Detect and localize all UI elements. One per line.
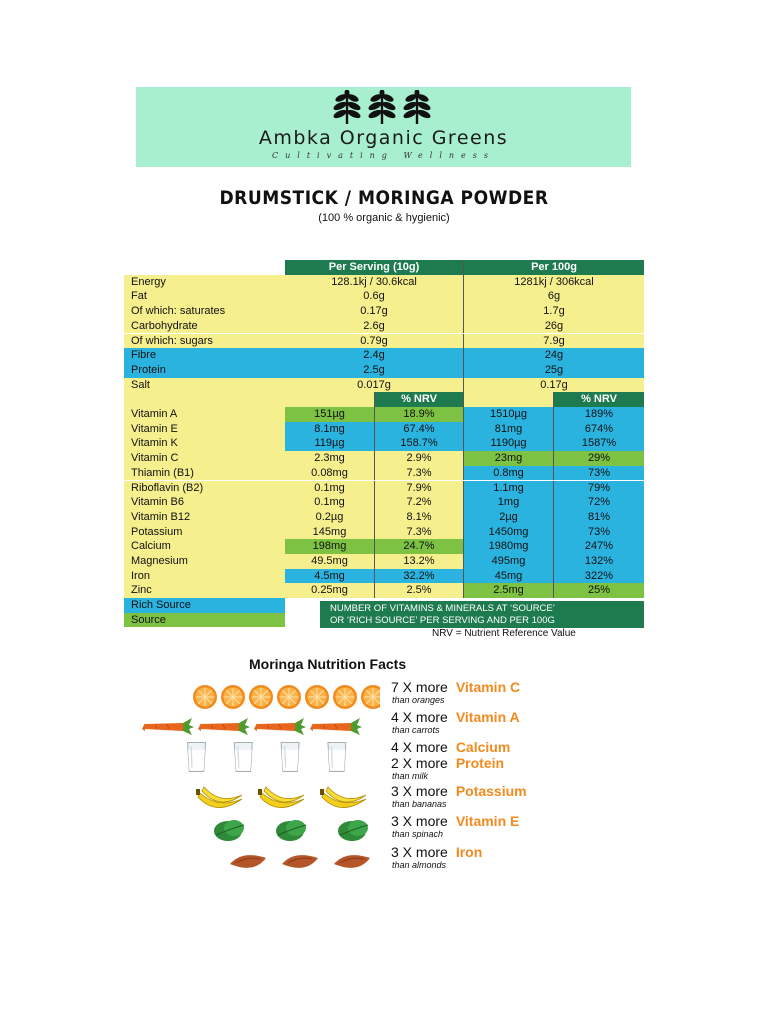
source-note (320, 601, 644, 628)
orange-slice-icon (249, 685, 273, 709)
per-100g-value: 1281kj / 306kcal (464, 275, 644, 290)
carrot-icon (142, 718, 194, 735)
serving-nrv: 32.2% (375, 569, 464, 584)
table-row (124, 363, 644, 378)
row-label: Vitamin K (124, 436, 285, 451)
per-serving-value: 128.1kj / 30.6kcal (285, 275, 464, 290)
fact-multiplier: 7 X more (391, 679, 448, 695)
serving-amount: 119µg (285, 436, 375, 451)
table-row (124, 378, 644, 393)
row-label: Vitamin C (124, 451, 285, 466)
nrv-header-100g: % NRV (554, 392, 644, 407)
table-header-row (124, 260, 644, 275)
fact-text (391, 813, 651, 839)
row-label: Calcium (124, 539, 285, 554)
spinach-icon (276, 820, 306, 841)
legend-rich-source: Rich Source (124, 598, 285, 613)
per-100g-amount: 495mg (464, 554, 554, 569)
orange-slice-icon (277, 685, 301, 709)
per-100g-amount: 1mg (464, 495, 554, 510)
nrv-header-row (124, 392, 644, 407)
table-row (124, 481, 644, 496)
nrv-header-blank (464, 392, 554, 407)
plant-logo-icon (327, 90, 437, 126)
serving-nrv: 13.2% (375, 554, 464, 569)
row-label: Energy (124, 275, 285, 290)
per-serving-value: 0.17g (285, 304, 464, 319)
per-100g-amount: 1450mg (464, 525, 554, 540)
fact-nutrient: Potassium (455, 783, 527, 799)
serving-amount: 145mg (285, 525, 375, 540)
milk-glass-icon (281, 743, 299, 772)
row-label: Potassium (124, 525, 285, 540)
serving-amount: 198mg (285, 539, 375, 554)
fact-row (130, 739, 650, 779)
nrv-header-blank (124, 392, 285, 407)
per-100g-amount: 81mg (464, 422, 554, 437)
row-label: Vitamin B12 (124, 510, 285, 525)
facts-title: Moringa Nutrition Facts (249, 656, 407, 672)
serving-amount: 0.08mg (285, 466, 375, 481)
spinach-icon (338, 820, 368, 841)
table-row (124, 436, 644, 451)
per-100g-nrv: 322% (554, 569, 644, 584)
source-note-line-2: OR ‘RICH SOURCE’ PER SERVING AND PER 100G (330, 615, 555, 626)
orange-slice-icon (221, 685, 245, 709)
per-100g-value: 25g (464, 363, 644, 378)
fact-text (391, 679, 651, 705)
per-100g-nrv: 29% (554, 451, 644, 466)
per-100g-nrv: 73% (554, 466, 644, 481)
per-100g-value: 7.9g (464, 334, 644, 349)
per-serving-value: 0.017g (285, 378, 464, 393)
serving-nrv: 7.3% (375, 466, 464, 481)
fact-comparison: than almonds (392, 860, 447, 870)
per-100g-nrv: 1587% (554, 436, 644, 451)
orange-slice-icon (333, 685, 357, 709)
fact-row (130, 783, 650, 809)
per-100g-nrv: 247% (554, 539, 644, 554)
orange-slice-icon (305, 685, 329, 709)
fact-line (391, 739, 651, 755)
milk-glass-icon (234, 743, 252, 772)
brand-tagline: Cultivating Wellness (271, 151, 495, 160)
table-row (124, 569, 644, 584)
spinach-icon (214, 820, 244, 841)
per-100g-amount: 2.5mg (464, 583, 554, 598)
serving-nrv: 8.1% (375, 510, 464, 525)
per-100g-nrv: 189% (554, 407, 644, 422)
table-row (124, 348, 644, 363)
serving-nrv: 158.7% (375, 436, 464, 451)
fact-text (391, 709, 651, 735)
fact-line (391, 783, 651, 799)
table-row (124, 334, 644, 349)
per-100g-nrv: 25% (554, 583, 644, 598)
fact-text (391, 783, 651, 809)
source-note-line-1: NUMBER OF VITAMINS & MINERALS AT ‘SOURCE’ (330, 603, 555, 614)
milk-glass-icon (188, 743, 206, 772)
banana-icon (196, 787, 242, 808)
fact-comparison: than oranges (392, 695, 445, 705)
orange-slice-icon (193, 685, 217, 709)
fact-nutrient: Iron (455, 844, 483, 860)
fact-text (391, 739, 651, 781)
fact-line (391, 813, 651, 829)
fact-multiplier: 3 X more (391, 813, 448, 829)
fact-line (391, 844, 651, 860)
carrot-icon (254, 718, 306, 735)
row-label: Iron (124, 569, 285, 584)
serving-amount: 0.2µg (285, 510, 375, 525)
per-100g-amount: 1980mg (464, 539, 554, 554)
row-label: Of which: saturates (124, 304, 285, 319)
orange-slice-icon (361, 685, 380, 709)
table-row (124, 407, 644, 422)
per-serving-value: 0.6g (285, 289, 464, 304)
per-100g-value: 1.7g (464, 304, 644, 319)
per-100g-value: 0.17g (464, 378, 644, 393)
table-row (124, 304, 644, 319)
serving-nrv: 67.4% (375, 422, 464, 437)
serving-amount: 0.1mg (285, 495, 375, 510)
fact-multiplier: 4 X more (391, 739, 448, 755)
per-100g-amount: 45mg (464, 569, 554, 584)
brand-name: Ambka Organic Greens (258, 127, 509, 149)
serving-nrv: 2.9% (375, 451, 464, 466)
table-row (124, 525, 644, 540)
per-100g-amount: 2µg (464, 510, 554, 525)
almond-icon (230, 855, 266, 868)
per-100g-amount: 1510µg (464, 407, 554, 422)
serving-nrv: 7.9% (375, 481, 464, 496)
fact-multiplier: 4 X more (391, 709, 448, 725)
serving-amount: 2.3mg (285, 451, 375, 466)
table-row (124, 466, 644, 481)
fact-line (391, 679, 651, 695)
row-label: Fibre (124, 348, 285, 363)
serving-amount: 0.1mg (285, 481, 375, 496)
row-label: Carbohydrate (124, 319, 285, 334)
carrot-icon (310, 718, 362, 735)
per-100g-value: 24g (464, 348, 644, 363)
fact-nutrient: Vitamin C (455, 679, 521, 695)
per-100g-amount: 1.1mg (464, 481, 554, 496)
product-subtitle: (100 % organic & hygienic) (318, 212, 450, 224)
serving-amount: 0.25mg (285, 583, 375, 598)
per-serving-value: 2.5g (285, 363, 464, 378)
per-100g-nrv: 132% (554, 554, 644, 569)
serving-amount: 151µg (285, 407, 375, 422)
nrv-footnote: NRV = Nutrient Reference Value (432, 628, 576, 639)
fact-multiplier: 3 X more (391, 783, 448, 799)
fact-row (130, 709, 650, 735)
fact-row (130, 679, 650, 705)
row-label: Vitamin A (124, 407, 285, 422)
per-serving-value: 2.4g (285, 348, 464, 363)
carrot-icon (198, 718, 250, 735)
row-label: Fat (124, 289, 285, 304)
milk-glass-icon (328, 743, 346, 772)
almond-icon (282, 855, 318, 868)
serving-nrv: 7.2% (375, 495, 464, 510)
serving-nrv: 7.3% (375, 525, 464, 540)
per-100g-nrv: 79% (554, 481, 644, 496)
fact-multiplier: 2 X more (391, 755, 448, 771)
header-blank (124, 260, 285, 275)
fact-text (391, 844, 651, 870)
serving-nrv: 18.9% (375, 407, 464, 422)
banana-icon (320, 787, 366, 808)
fact-nutrient: Calcium (455, 739, 511, 755)
per-100g-amount: 0.8mg (464, 466, 554, 481)
per-100g-nrv: 73% (554, 525, 644, 540)
row-label: Of which: sugars (124, 334, 285, 349)
fact-comparison: than bananas (392, 799, 447, 809)
fact-nutrient: Vitamin E (455, 813, 520, 829)
header-per-serving: Per Serving (10g) (285, 260, 464, 275)
per-100g-value: 26g (464, 319, 644, 334)
row-label: Zinc (124, 583, 285, 598)
table-row (124, 275, 644, 290)
fact-nutrient: Vitamin A (455, 709, 520, 725)
fact-multiplier: 3 X more (391, 844, 448, 860)
fact-row (130, 813, 650, 839)
per-100g-nrv: 72% (554, 495, 644, 510)
table-row (124, 510, 644, 525)
fact-comparison: than spinach (392, 829, 444, 839)
per-100g-nrv: 81% (554, 510, 644, 525)
serving-amount: 8.1mg (285, 422, 375, 437)
product-title: DRUMSTICK / MORINGA POWDER (219, 187, 549, 209)
fact-line (391, 755, 651, 771)
row-label: Magnesium (124, 554, 285, 569)
table-row (124, 319, 644, 334)
per-serving-value: 0.79g (285, 334, 464, 349)
brand-banner (136, 87, 631, 167)
legend-source: Source (124, 613, 285, 628)
nrv-header-blank (285, 392, 375, 407)
table-row (124, 289, 644, 304)
table-row (124, 422, 644, 437)
almond-icon (334, 855, 370, 868)
table-row (124, 554, 644, 569)
table-row (124, 539, 644, 554)
fact-row (130, 844, 650, 870)
per-100g-value: 6g (464, 289, 644, 304)
fact-comparison: than milk (392, 771, 429, 781)
row-label: Vitamin E (124, 422, 285, 437)
row-label: Salt (124, 378, 285, 393)
per-100g-nrv: 674% (554, 422, 644, 437)
serving-nrv: 2.5% (375, 583, 464, 598)
banana-icon (258, 787, 304, 808)
row-label: Riboflavin (B2) (124, 481, 285, 496)
table-row (124, 583, 644, 598)
fact-icons (130, 739, 380, 775)
header-per-100g: Per 100g (464, 260, 644, 275)
fact-nutrient: Protein (455, 755, 505, 771)
fact-comparison: than carrots (392, 725, 440, 735)
per-100g-amount: 23mg (464, 451, 554, 466)
nrv-header-serving: % NRV (375, 392, 464, 407)
serving-amount: 4.5mg (285, 569, 375, 584)
table-row (124, 495, 644, 510)
row-label: Vitamin B6 (124, 495, 285, 510)
row-label: Protein (124, 363, 285, 378)
serving-amount: 49.5mg (285, 554, 375, 569)
table-row (124, 451, 644, 466)
fact-icons (130, 844, 380, 880)
row-label: Thiamin (B1) (124, 466, 285, 481)
serving-nrv: 24.7% (375, 539, 464, 554)
fact-line (391, 709, 651, 725)
per-serving-value: 2.6g (285, 319, 464, 334)
per-100g-amount: 1190µg (464, 436, 554, 451)
